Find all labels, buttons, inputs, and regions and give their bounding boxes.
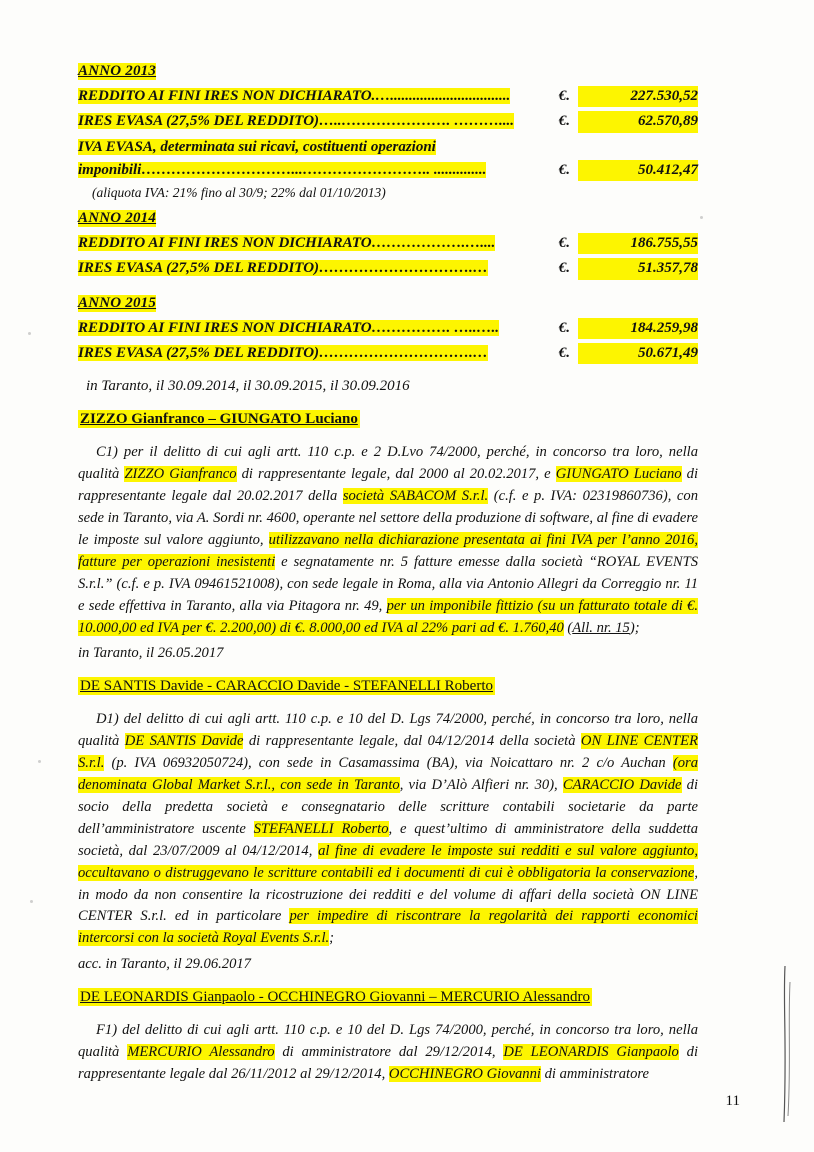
scan-speck xyxy=(700,216,703,219)
section-names-text: ZIZZO Gianfranco – GIUNGATO Luciano xyxy=(80,411,358,428)
row-label: IRES EVASA (27,5% DEL REDDITO)………………………….… xyxy=(78,345,488,362)
row-amount: 184.259,98 xyxy=(578,318,698,339)
row-label: REDDITO AI FINI IRES NON DICHIARATO……………. …..….. xyxy=(78,319,500,336)
row-amount: 186.755,55 xyxy=(578,233,698,254)
year-heading: ANNO 2014 xyxy=(78,210,157,227)
row-amount: 227.530,52 xyxy=(578,86,698,107)
section-tail: in Taranto, il 26.05.2017 xyxy=(78,645,224,662)
iva-line-1 xyxy=(78,137,698,158)
section-names xyxy=(78,678,698,695)
row-currency: €. xyxy=(558,319,570,336)
row-currency: €. xyxy=(558,113,570,130)
row-amount: 62.570,89 xyxy=(578,111,698,132)
row-currency: €. xyxy=(558,345,570,362)
section-names-text: DE SANTIS Davide - CARACCIO Davide - STEFANELLI Roberto xyxy=(80,678,494,695)
year-heading: ANNO 2015 xyxy=(78,294,157,311)
row-label: IRES EVASA (27,5% DEL REDDITO)…..…………………. ……….... xyxy=(78,113,515,130)
page-number: 11 xyxy=(725,1093,740,1109)
year-block-2014 xyxy=(78,209,698,280)
section-f1 xyxy=(78,989,698,1086)
scan-speck xyxy=(28,332,31,335)
table-row xyxy=(78,111,698,132)
iva-rate-note: (aliquota IVA: 21% fino al 30/9; 22% dal 01/10/2013) xyxy=(92,185,386,201)
row-amount: 50.671,49 xyxy=(578,343,698,364)
year-heading: ANNO 2013 xyxy=(78,63,157,79)
year-block-2015 xyxy=(78,294,698,365)
document-body xyxy=(78,62,698,1092)
scan-edge-mark xyxy=(774,964,796,1124)
table-row xyxy=(78,343,698,364)
section-paragraph: F1) del delitto di cui agli artt. 110 c.p. e 10 del D. Lgs 74/2000, perché, in concorso tra loro, nella qualità MERCURIO Alessandro di amministratore dal 29/12/2014, DE LEONARDIS Gianpaolo di rappresentante legale dal 26/11/2012 al 29/12/2014, OCCHINEGRO Giovanni di amministratore xyxy=(78,1022,699,1082)
row-label: IRES EVASA (27,5% DEL REDDITO)………………………….… xyxy=(78,260,488,277)
row-currency: €. xyxy=(558,260,570,277)
row-amount: 50.412,47 xyxy=(578,160,698,181)
section-names xyxy=(78,411,698,428)
table-row xyxy=(78,86,698,107)
row-amount: 51.357,78 xyxy=(578,258,698,279)
iva-text-1: IVA EVASA, determinata sui ricavi, costituenti operazioni xyxy=(78,138,436,155)
row-currency: €. xyxy=(558,235,570,252)
row-label: imponibili…………………………...…………………….. .............. xyxy=(78,161,487,178)
section-paragraph: D1) del delitto di cui agli artt. 110 c.p. e 10 del D. Lgs 74/2000, perché, in concorso tra loro, nella qualità DE SANTIS Davide di rappresentante legale, dal 04/12/2014 della società ON LINE CENTER S.r.l. (p. IVA 06932050724), con sede in Casamassima (BA), via Noicattaro nr. 2 c/o Auchan (ora denominata Global Market S.r.l., con sede in Taranto, via D’Alò Alfieri nr. 30), CARACCIO Davide di socio della predetta società e consegnatario delle scritture contabili societarie da parte dell’amministratore uscente STEFANELLI Roberto, e quest’ultimo di amministratore della suddetta società, dal 23/07/2009 al 04/12/2014, al fine di evadere le imposte sui redditi e sul valore aggiunto, occultavano o distruggevano le scritture contabili ed i documenti di cui è obbligatoria la conservazione, in modo da non consentire la ricostruzione dei redditi e del volume di affari della società ON LINE CENTER S.r.l. ed in particolare per impedire di riscontrare la regolarità dei rapporti economici intercorsi con la società Royal Events S.r.l.; xyxy=(78,711,699,947)
table-row xyxy=(78,258,698,279)
table-row xyxy=(78,233,698,254)
table-row xyxy=(78,318,698,339)
scan-speck xyxy=(30,900,33,903)
section-names xyxy=(78,989,698,1006)
section-tail: acc. in Taranto, il 29.06.2017 xyxy=(78,956,251,973)
section-c1 xyxy=(78,411,698,662)
section-paragraph: C1) per il delitto di cui agli artt. 110 c.p. e 2 D.Lvo 74/2000, perché, in concorso tra loro, nella qualità ZIZZO Gianfranco di rappresentante legale, dal 2000 al 20.02.2017, e GIUNGATO Luciano di rappresentante legale dal 20.02.2017 della società SABACOM S.r.l. (c.f. e p. IVA: 02319860736), con sede in Taranto, via A. Sordi nr. 4600, operante nel settore della produzione di software, al fine di evadere le imposte sul valore aggiunto, utilizzavano nella dichiarazione presentata ai fini IVA per l’anno 2016, fatture per operazioni inesistenti e segnatamente nr. 5 fatture emesse dalla società “ROYAL EVENTS S.r.l.” (c.f. e p. IVA 09461521008), con sede legale in Roma, alla via Antonio Allegri da Correggio nr. 11 e sede effettiva in Taranto, alla via Pitagora nr. 49, per un imponibile fittizio (su un fatturato totale di €. 10.000,00 ed IVA per €. 2.200,00) di €. 8.000,00 ed IVA al 22% pari ad €. 1.760,40 (All. nr. 15); xyxy=(78,444,699,636)
row-currency: €. xyxy=(558,161,570,178)
place-date-line: in Taranto, il 30.09.2014, il 30.09.2015, il 30.09.2016 xyxy=(86,378,410,395)
row-currency: €. xyxy=(558,88,570,104)
year-block-2013 xyxy=(78,62,698,201)
iva-line-2 xyxy=(78,160,698,181)
section-d1 xyxy=(78,678,698,973)
scan-speck xyxy=(38,760,41,763)
row-label: REDDITO AI FINI IRES NON DICHIARATO……………….….... xyxy=(78,235,496,252)
row-label: REDDITO AI FINI IRES NON DICHIARATO.…................................ xyxy=(78,88,511,104)
section-names-text: DE LEONARDIS Gianpaolo - OCCHINEGRO Giovanni – MERCURIO Alessandro xyxy=(80,989,590,1006)
